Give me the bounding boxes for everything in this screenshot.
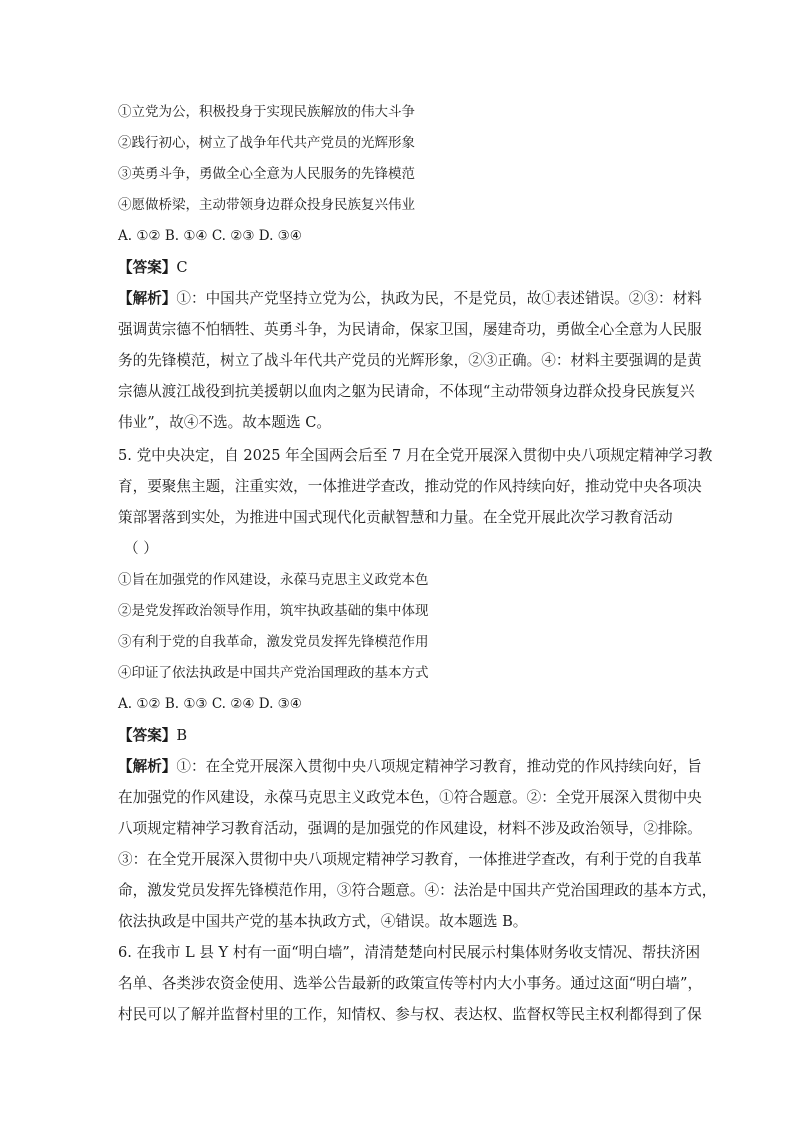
q5-analysis-line-1: [118, 760, 702, 775]
q5-option-2: ②是党发挥政治领导作用，筑牢执政基础的集中体现: [118, 603, 429, 619]
q4-analysis-line-5: 伟业”，故④不选。故本题选 C。: [118, 414, 331, 431]
q5-answer-value: B: [176, 727, 188, 744]
q6-stem-line-1: 6. 在我市 L 县 Y 村有一面“明白墙”，清清楚楚向村民展示村集体财务收支情况、帮扶济困: [118, 944, 701, 961]
q5-answer-label: 【答案】: [118, 727, 177, 744]
q5-answer-blank: （ ）: [124, 540, 158, 557]
q4-option-1: ①立党为公，积极投身于实现民族解放的伟大斗争: [118, 104, 415, 120]
q4-analysis-line-1: [118, 292, 702, 307]
q5-choices: A. ①② B. ①③ C. ②④ D. ③④: [118, 696, 302, 712]
q5-analysis-line-2: 在加强党的作风建设，永葆马克思主义政党本色，①符合题意。②：全党开展深入贯彻中央: [118, 789, 702, 806]
q5-option-1: ①旨在加强党的作风建设，永葆马克思主义政党本色: [118, 572, 429, 588]
q4-option-3: ③英勇斗争，勇做全心全意为人民服务的先锋模范: [118, 166, 415, 182]
q4-answer: [118, 261, 188, 276]
q5-option-3: ③有利于党的自我革命，激发党员发挥先锋模范作用: [118, 634, 429, 650]
q6-stem-line-3: 村民可以了解并监督村里的工作，知情权、参与权、表达权、监督权等民主权利都得到了保: [118, 1006, 702, 1023]
q4-choices: A. ①② B. ①④ C. ②③ D. ③④: [118, 228, 302, 244]
q6-stem-line-2: 名单、各类涉农资金使用、选举公告最新的政策宣传等村内大小事务。通过这面“明白墙”，: [118, 975, 703, 992]
q4-analysis-label: 【解析】: [118, 290, 177, 307]
q4-option-2: ②践行初心，树立了战争年代共产党员的光辉形象: [118, 135, 415, 151]
q5-stem-line-3: 策部署落到实处，为推进中国式现代化贡献智慧和力量。在全党开展此次学习教育活动: [118, 509, 673, 526]
q5-analysis-text: ①：在全党开展深入贯彻中央八项规定精神学习教育，推动党的作风持续向好，旨: [176, 758, 702, 775]
q4-answer-label: 【答案】: [118, 259, 177, 276]
q4-analysis-line-4: 宗德从渡江战役到抗美援朝以血肉之躯为民请命，不体现“主动带领身边群众投身民族复兴: [118, 383, 695, 400]
q5-stem-line-1: 5. 党中央决定，自 2025 年全国两会后至 7 月在全党开展深入贯彻中央八项规定精神学习教: [118, 447, 713, 464]
q4-option-4: ④愿做桥梁，主动带领身边群众投身民族复兴伟业: [118, 197, 415, 213]
q4-analysis-line-2: 强调黄宗德不怕牺牲、英勇斗争，为民请命，保家卫国，屡建奇功，勇做全心全意为人民服: [118, 321, 702, 338]
q5-analysis-line-6: 依法执政是中国共产党的基本执政方式，④错误。故本题选 B。: [118, 913, 528, 930]
q4-analysis-line-3: 务的先锋模范，树立了战斗年代共产党员的光辉形象，②③正确。④：材料主要强调的是黄: [118, 352, 702, 369]
q5-answer: [118, 729, 187, 744]
q5-analysis-line-4: ③：在全党开展深入贯彻中央八项规定精神学习教育，一体推进学查改，有利于党的自我革: [118, 851, 702, 868]
q5-analysis-line-5: 命，激发党员发挥先锋模范作用，③符合题意。④：法治是中国共产党治国理政的基本方式，: [118, 882, 717, 899]
q5-stem-line-2: 育，要聚焦主题，注重实效，一体推进学查改，推动党的作风持续向好，推动党中央各项决: [118, 478, 702, 495]
q5-analysis-label: 【解析】: [118, 758, 177, 775]
q5-option-4: ④印证了依法执政是中国共产党治国理政的基本方式: [118, 665, 429, 681]
q4-analysis-text: ①：中国共产党坚持立党为公，执政为民，不是党员，故①表述错误。②③：材料: [176, 290, 702, 307]
q5-analysis-line-3: 八项规定精神学习教育活动，强调的是加强党的作风建设，材料不涉及政治领导，②排除。: [118, 820, 702, 837]
q4-answer-value: C: [176, 259, 188, 276]
